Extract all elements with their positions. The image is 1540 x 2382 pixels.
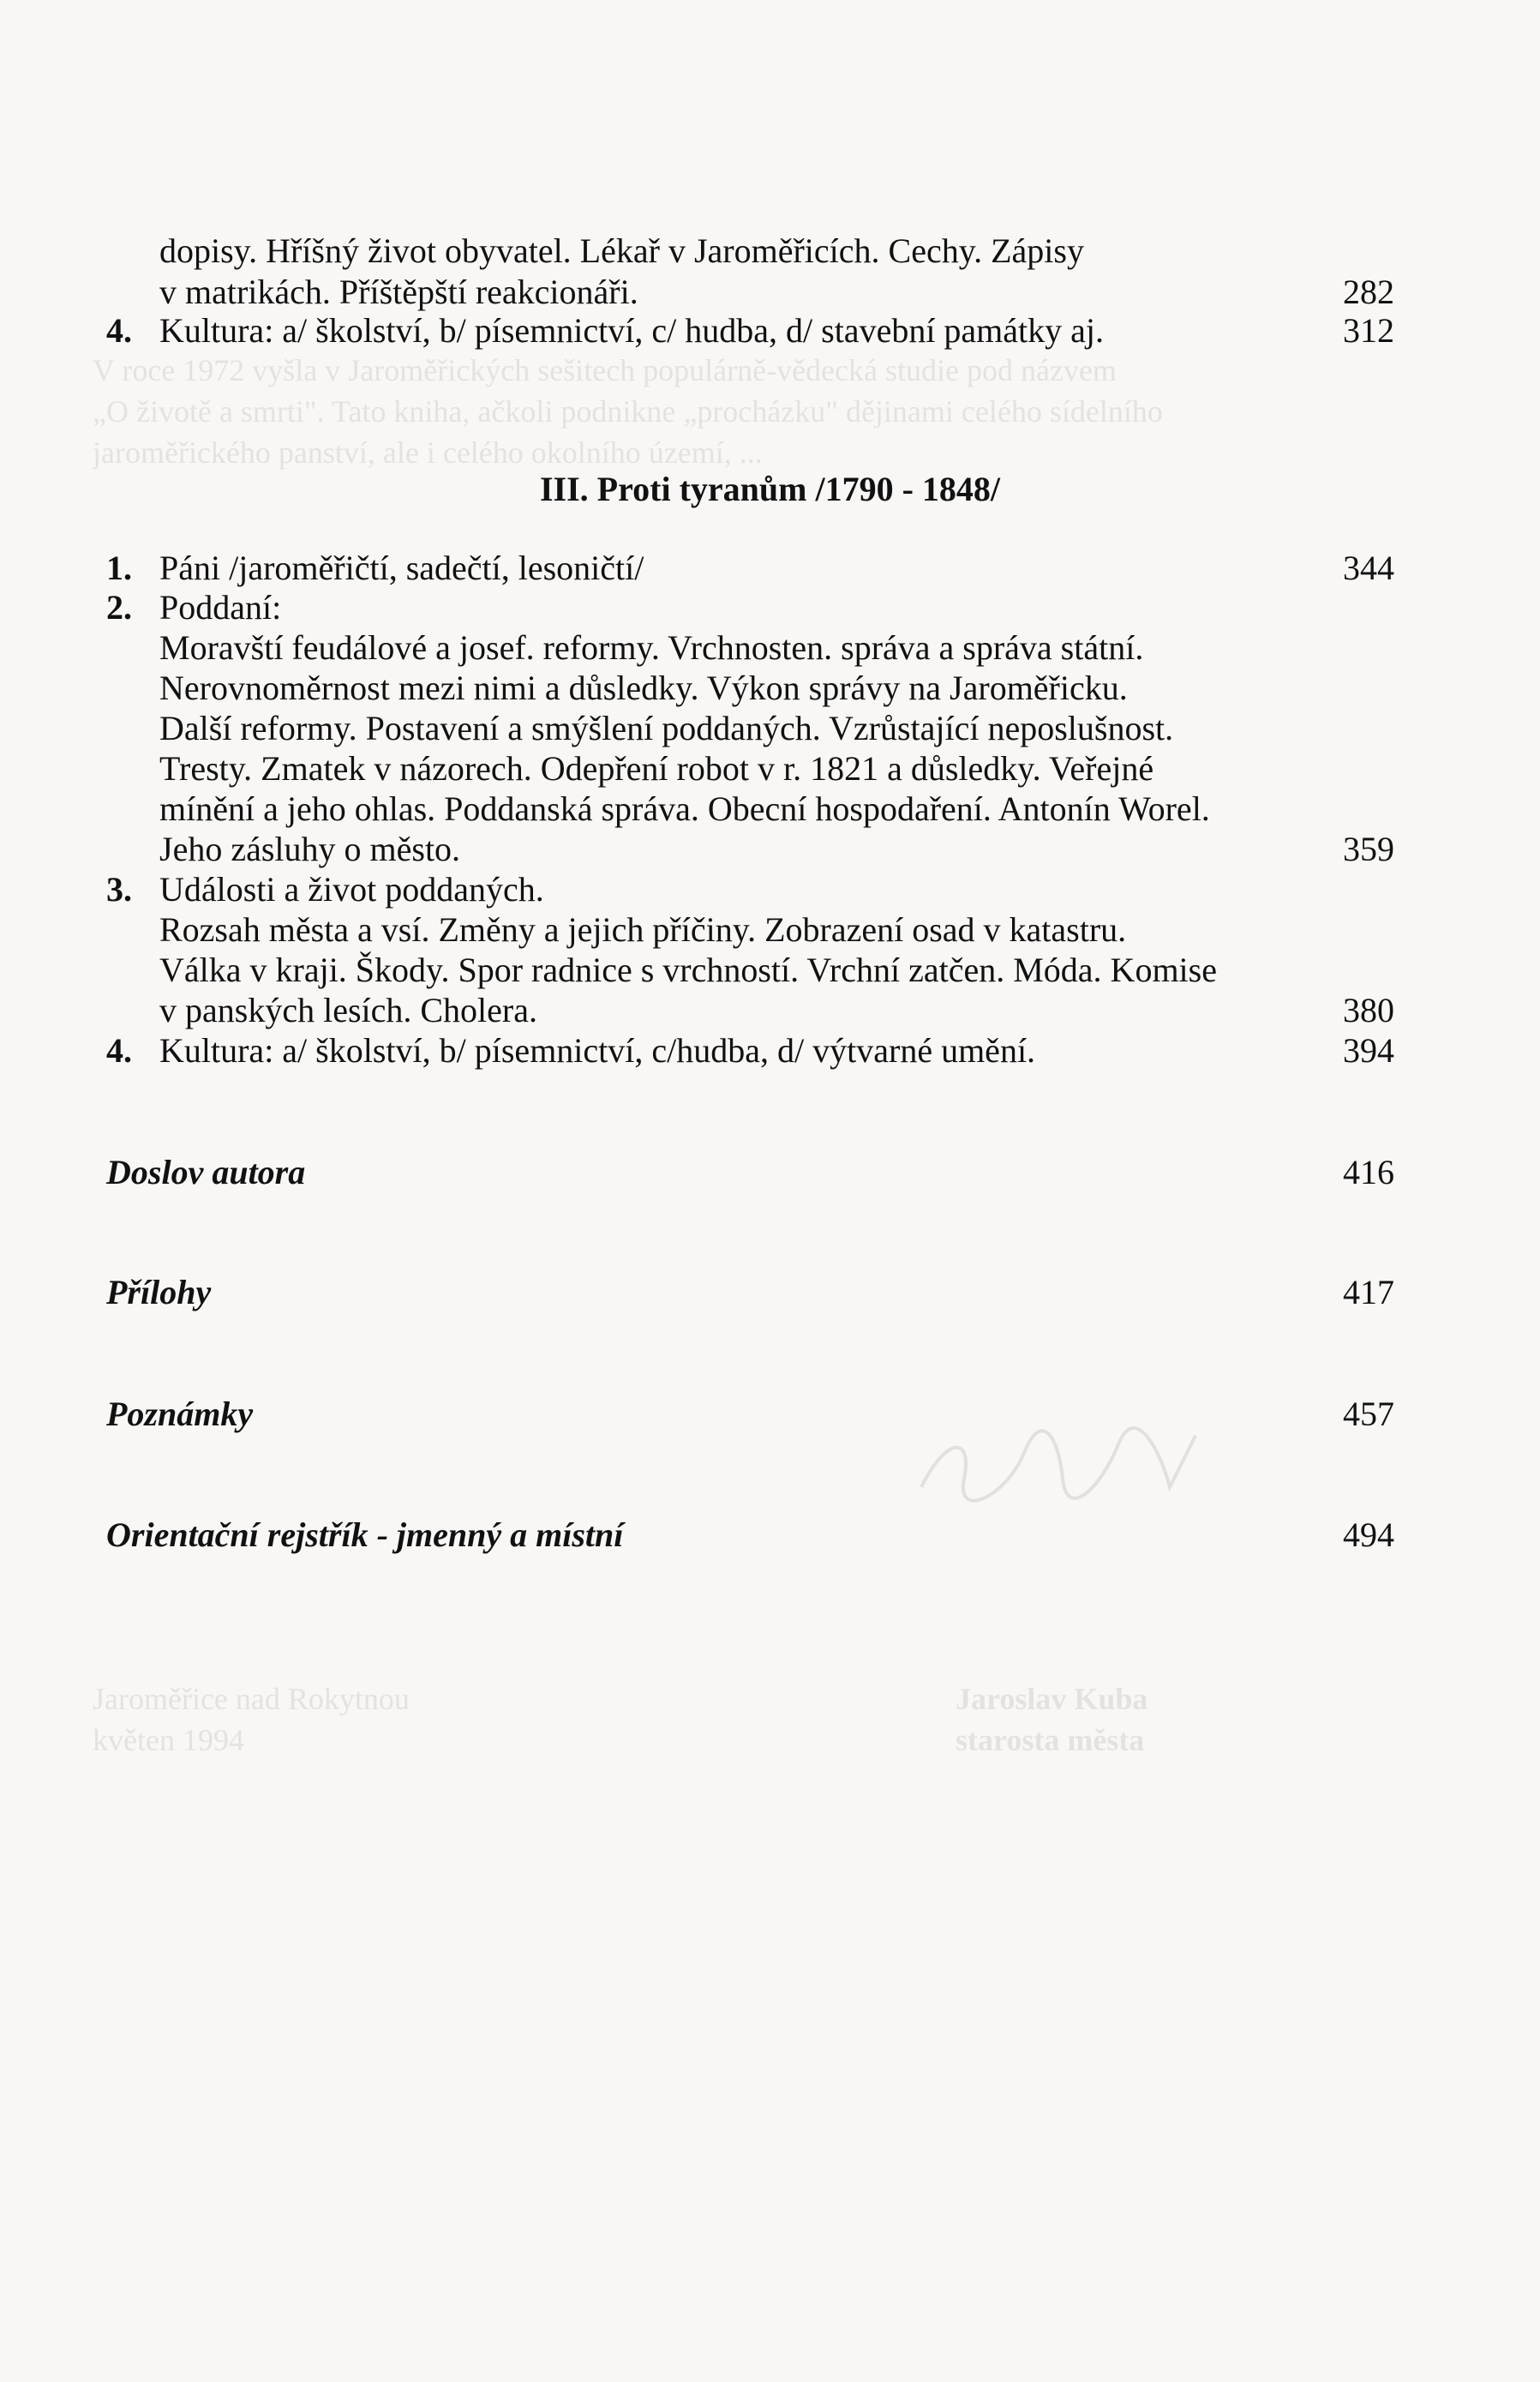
section-title: Poznámky bbox=[106, 1395, 254, 1433]
page-number: 394 bbox=[1343, 1031, 1394, 1070]
bleed-text: „O životě a smrti". Tato kniha, ačkoli podnikne „procházku" dějinami celého sídelního bbox=[93, 394, 1163, 429]
toc-line: Tresty. Zmatek v názorech. Odepření robot v r. 1821 a důsledky. Veřejné bbox=[159, 749, 1154, 788]
page-number: 344 bbox=[1343, 549, 1394, 587]
toc-line: Rozsah města a vsí. Změny a jejich příčiny. Zobrazení osad v katastru. bbox=[159, 910, 1127, 949]
bleed-text: Jaroslav Kuba bbox=[956, 1682, 1148, 1716]
bleed-text: V roce 1972 vyšla v Jaroměřických sešitech populárně-vědecká studie pod názvem bbox=[93, 353, 1117, 387]
section-title: Orientační rejstřík - jmenný a místní bbox=[106, 1515, 624, 1554]
toc-line: Páni /jaroměřičtí, sadečtí, lesoničtí/ bbox=[159, 549, 644, 587]
toc-line: dopisy. Hříšný život obyvatel. Lékař v Jaroměřicích. Cechy. Zápisy bbox=[159, 231, 1084, 270]
toc-line: Kultura: a/ školství, b/ písemnictví, c/ hudba, d/ stavební památky aj. bbox=[159, 311, 1105, 350]
page-number: 494 bbox=[1343, 1515, 1394, 1554]
section-title: Přílohy bbox=[106, 1273, 212, 1311]
section-title: Doslov autora bbox=[106, 1153, 306, 1191]
page-number: 282 bbox=[1343, 273, 1394, 311]
toc-line: Další reformy. Postavení a smýšlení poddaných. Vzrůstající neposlušnost. bbox=[159, 709, 1174, 747]
part-heading: III. Proti tyranům /1790 - 1848/ bbox=[539, 470, 1001, 508]
toc-line: v panských lesích. Cholera. bbox=[159, 991, 537, 1029]
item-number: 1. bbox=[106, 549, 132, 587]
toc-line: Nerovnoměrnost mezi nimi a důsledky. Výkon správy na Jaroměřicku. bbox=[159, 669, 1128, 707]
item-number: 4. bbox=[106, 311, 132, 350]
signature-icon bbox=[913, 1419, 1204, 1513]
bleed-text: starosta města bbox=[956, 1723, 1145, 1757]
page-number: 457 bbox=[1343, 1395, 1394, 1433]
item-number: 2. bbox=[106, 588, 132, 627]
bleed-text: květen 1994 bbox=[93, 1723, 244, 1757]
page-number: 417 bbox=[1343, 1273, 1394, 1311]
toc-line: Poddaní: bbox=[159, 588, 282, 627]
toc-line: Kultura: a/ školství, b/ písemnictví, c/hudba, d/ výtvarné umění. bbox=[159, 1031, 1036, 1070]
item-number: 4. bbox=[106, 1031, 132, 1070]
toc-line: Válka v kraji. Škody. Spor radnice s vrchností. Vrchní zatčen. Móda. Komise bbox=[159, 951, 1217, 989]
page-number: 380 bbox=[1343, 991, 1394, 1029]
toc-line: v matrikách. Příštěpští reakcionáři. bbox=[159, 273, 638, 311]
page-number: 359 bbox=[1343, 830, 1394, 868]
toc-line: mínění a jeho ohlas. Poddanská správa. Obecní hospodaření. Antonín Worel. bbox=[159, 789, 1210, 828]
toc-line: Moravští feudálové a josef. reformy. Vrchnosten. správa a správa státní. bbox=[159, 628, 1144, 667]
item-number: 3. bbox=[106, 870, 132, 909]
page-number: 312 bbox=[1343, 311, 1394, 350]
toc-line: Jeho zásluhy o město. bbox=[159, 830, 461, 868]
bleed-text: Jaroměřice nad Rokytnou bbox=[93, 1682, 410, 1716]
page-number: 416 bbox=[1343, 1153, 1394, 1191]
bleed-text: jaroměřického panství, ale i celého okolního území, ... bbox=[93, 435, 763, 470]
toc-line: Události a život poddaných. bbox=[159, 870, 544, 909]
